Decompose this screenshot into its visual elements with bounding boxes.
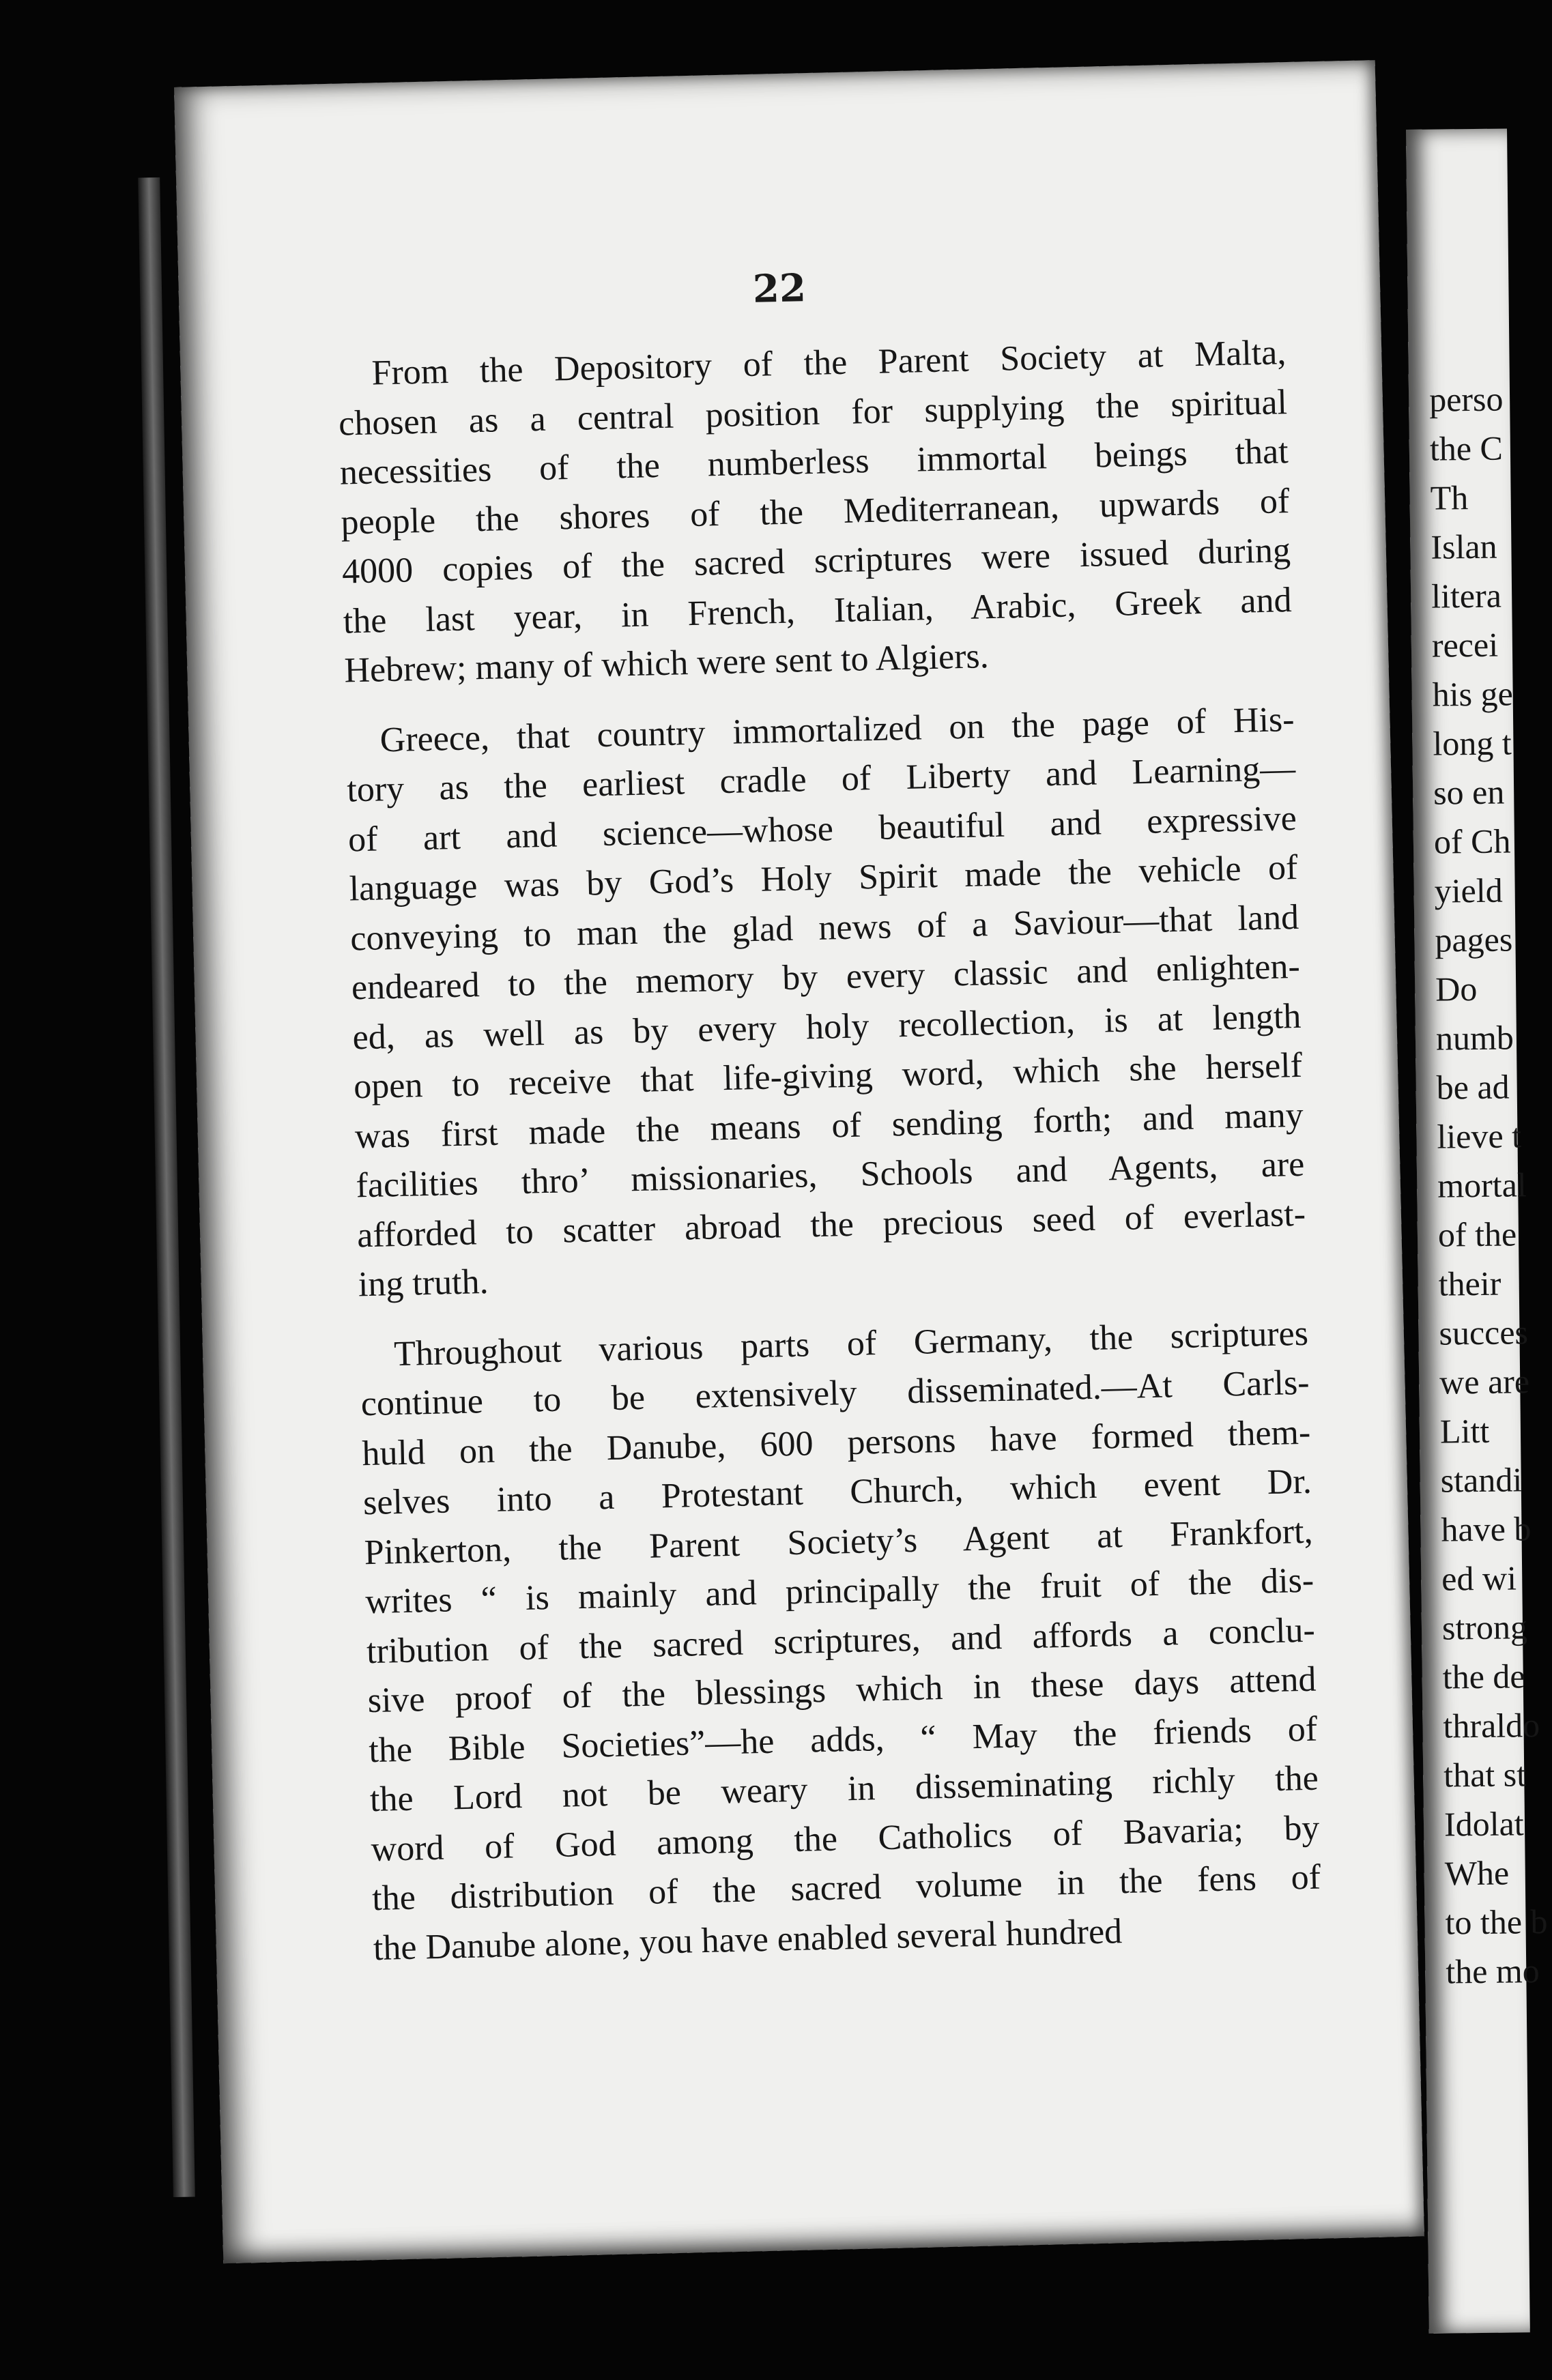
text-line: language was by God’s Holy Spirit made the vehicle of [349,847,1299,909]
text-line: Greece, that country immortalized on the page of His- [379,699,1295,759]
paragraph [337,328,1293,696]
facing-page [1406,128,1548,2333]
facing-line: succes [1439,1313,1529,1352]
text-line: writes “ is mainly and principally the fruit of the dis- [364,1561,1314,1622]
text-line: people the shores of the Mediterranean, upwards of [340,481,1290,542]
text-line: sive proof of the blessings which in these days attend [367,1659,1317,1721]
text-line: the Bible Societies”—he adds, “ May the friends of [368,1709,1318,1770]
page-number: 22 [752,265,807,312]
text-line: the Danube alone, you have enabled several hundred [373,1911,1123,1968]
facing-line: litera [1431,576,1502,615]
text-line: chosen as a central position for supplying the spiritual [338,382,1288,444]
facing-line: Litt [1439,1411,1490,1451]
text-line: conveying to man the glad news of a Saviour—that land [349,897,1299,958]
facing-line: yield [1434,871,1503,910]
facing-line: of the [1437,1215,1517,1254]
facing-line: strong [1441,1608,1528,1647]
facing-line: pages [1435,920,1513,959]
facing-line: the C [1429,429,1504,468]
text-line: continue to be extensively disseminated.—At Carls- [360,1363,1310,1424]
text-line: tribution of the sacred scriptures, and affords a conclu- [366,1610,1316,1671]
facing-line: mortal [1437,1165,1527,1205]
text-line: necessities of the numberless immortal beings that [339,432,1289,493]
facing-line: their [1438,1264,1501,1303]
facing-line: long t [1433,723,1512,763]
facing-line: numb [1435,1018,1514,1058]
text-line: endeared to the memory by every classic and enlighten- [351,946,1301,1008]
facing-line: have b [1441,1509,1532,1549]
text-line: Hebrew; many of which were sent to Algiers. [343,637,990,691]
facing-line: Whe [1444,1853,1510,1893]
facing-line: be ad [1436,1067,1510,1107]
paragraph [359,1309,1322,1973]
facing-line: standi [1440,1460,1523,1500]
facing-line: Islan [1431,527,1497,566]
facing-line: to the b [1445,1902,1548,1942]
text-line: afforded to scatter abroad the precious seed of everlast- [356,1194,1306,1255]
text-line: huld on the Danube, 600 persons have formed them- [361,1412,1311,1473]
text-line: Pinkerton, the Parent Society’s Agent at Frankfort, [364,1511,1314,1572]
text-line: of art and science—whose beautiful and expressive [347,798,1297,859]
text-line: tory as the earliest cradle of Liberty and Learning— [346,749,1296,810]
facing-line: Idolat [1443,1804,1524,1844]
text-line: From the Depository of the Parent Society at Malta, [371,333,1287,393]
book-page [174,60,1424,2263]
facing-line: of Ch [1433,822,1511,861]
text-line: 4000 copies of the sacred scriptures were issued during [341,531,1291,592]
facing-line: his ge [1432,674,1514,714]
text-line: was first made the means of sending forth; and many [354,1095,1304,1156]
facing-line: ed wi [1441,1558,1517,1598]
facing-line: perso [1428,379,1504,419]
facing-line: the mo [1445,1951,1540,1991]
text-line: facilities thro’ missionaries, Schools and Agents, are [355,1144,1305,1206]
text-line: open to receive that life-giving word, which she herself [353,1045,1303,1107]
facing-line: that st [1443,1755,1527,1795]
text-line: selves into a Protestant Church, which event Dr. [362,1462,1312,1523]
text-line: the last year, in French, Italian, Arabic, Greek and [343,580,1293,641]
facing-line: lieve t [1437,1116,1522,1156]
text-line: the distribution of the sacred volume in the fens of [371,1857,1321,1919]
text-line: Throughout various parts of Germany, the scriptures [393,1314,1309,1374]
facing-line: Do [1435,969,1478,1008]
facing-line: so en [1433,772,1505,812]
text-line: ing truth. [358,1262,489,1305]
facing-line: we are [1439,1362,1530,1402]
page-body [337,328,1323,1973]
facing-line: Th [1430,478,1469,517]
text-line: the Lord not be weary in disseminating richly the [369,1758,1319,1820]
paragraph [345,695,1307,1310]
text-line: word of God among the Catholics of Bavaria; by [371,1808,1320,1869]
facing-line: thraldo [1443,1706,1540,1745]
facing-line: recei [1431,625,1499,665]
text-line: ed, as well as by every holy recollection, is at length [352,996,1302,1057]
facing-line: the de [1442,1657,1525,1696]
facing-page-text [1429,374,1549,1996]
